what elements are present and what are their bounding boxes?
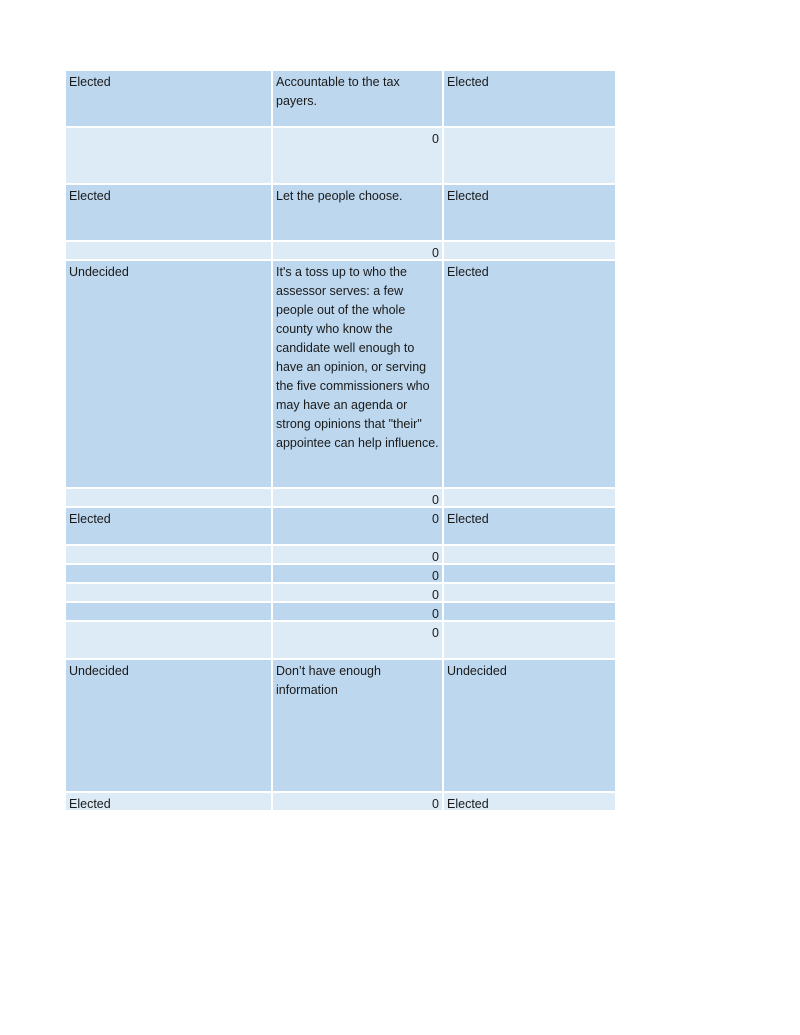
- table-cell: [66, 603, 271, 620]
- table-cell: [444, 565, 615, 582]
- table-cell: Accountable to the tax payers.: [273, 71, 442, 126]
- table-cell: [444, 489, 615, 506]
- table-row: [66, 660, 615, 793]
- table-cell: Let the people choose.: [273, 185, 442, 240]
- table-cell: [444, 128, 615, 183]
- table-cell: 0: [273, 584, 442, 601]
- table-row: [66, 622, 615, 660]
- table-cell: [66, 546, 271, 563]
- table-cell: [66, 489, 271, 506]
- table-cell: Elected: [444, 71, 615, 126]
- table-row: [66, 185, 615, 242]
- table-row: [66, 71, 615, 128]
- table-row: [66, 508, 615, 546]
- table-cell: 0: [273, 242, 442, 259]
- table-row: [66, 489, 615, 508]
- table-cell: 0: [273, 128, 442, 183]
- table-cell: [66, 622, 271, 658]
- table-row: [66, 546, 615, 565]
- table-cell: Elected: [444, 185, 615, 240]
- table-cell: [66, 242, 271, 259]
- table-cell: Undecided: [66, 660, 271, 791]
- table-cell: Elected: [444, 508, 615, 544]
- table-row: [66, 793, 615, 812]
- table-cell: Elected: [66, 793, 271, 810]
- table-cell: Elected: [66, 508, 271, 544]
- table-cell: [444, 242, 615, 259]
- table-cell: [444, 603, 615, 620]
- table-cell: Undecided: [66, 261, 271, 487]
- table-cell: 0: [273, 546, 442, 563]
- table-row: [66, 128, 615, 185]
- table-cell: 0: [273, 565, 442, 582]
- table-cell: [444, 622, 615, 658]
- table-cell: [444, 546, 615, 563]
- table-cell: Elected: [444, 793, 615, 810]
- table-row: [66, 565, 615, 584]
- table-cell: Elected: [66, 185, 271, 240]
- table-cell: Elected: [444, 261, 615, 487]
- table-cell: [66, 584, 271, 601]
- table-cell: 0: [273, 603, 442, 620]
- table-row: [66, 603, 615, 622]
- table-cell: Undecided: [444, 660, 615, 791]
- table-row: [66, 261, 615, 489]
- table-cell: [444, 584, 615, 601]
- table-row: [66, 584, 615, 603]
- table-cell: 0: [273, 508, 442, 544]
- table-cell: Don’t have enough information: [273, 660, 442, 791]
- spreadsheet-table: [66, 71, 615, 812]
- table-cell: 0: [273, 622, 442, 658]
- table-cell: [66, 128, 271, 183]
- table-cell: 0: [273, 489, 442, 506]
- table-cell: It's a toss up to who the assessor serves: a few people out of the whole county who know the candidate well enough to have an opinion, or serving the five commissioners who may have an agenda or strong opinions that "their" appointee can help influence.: [273, 261, 442, 487]
- table-cell: Elected: [66, 71, 271, 126]
- table-row: [66, 242, 615, 261]
- table-cell: 0: [273, 793, 442, 810]
- table-cell: [66, 565, 271, 582]
